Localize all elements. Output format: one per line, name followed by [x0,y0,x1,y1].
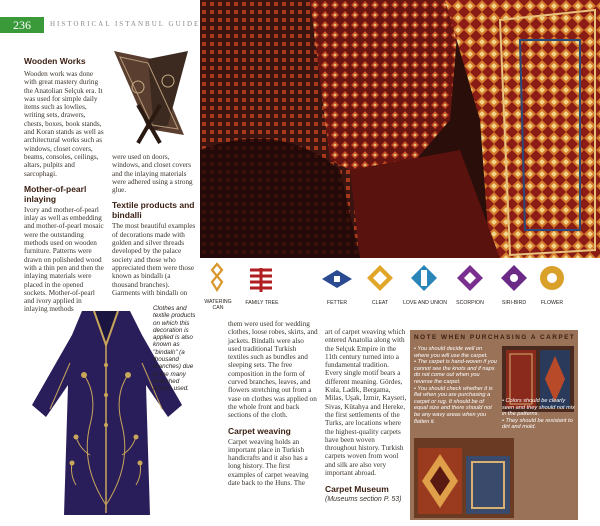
watering-can-motif-icon [206,262,228,292]
motif-label-siri-bird: SIRI-BIRD [501,300,527,306]
paragraph-mother-of-pearl-cont: were used on doors, windows, and closet covers and the inlaying materials were adhered using a strong glue. [112,153,193,195]
dress-caption: Clothes and textile products on which this decoration is applied is also known as "bindallı" (a thousand branches) due to the many branched figures used. [153,305,196,393]
paragraph-carpet-weaving-cont: art of carpet weaving which entered Anatolia along with the Selçuk Empire in the 11th century turned into a fundamental tradition. Every single motif bears a different meaning. Gördes, Kula, Ladik, Bergama, Milas, Uşak, İzmir, Kayseri, Sivas, Kütahya and Hereke, the first settlements of the Turks, are locations where the highest-quality carpets have been woven throughout history. Turkish carpets woven from wool and silk are also very important abroad. [325,328,407,478]
motif-label-watering-can: WATERING CAN [204,299,232,311]
paragraph-textile-cont: them were used for wedding clothes, loose robes, skirts, and jackets. Bindallı were also used traditional Turkish textiles such as bundles and sleeping sets. The free composition in the form of curved branches, leaves, and flowers stretching out from a vase on clothes was applied on the whole front and back sections of the cloth. [228,320,318,420]
column-1 [24,56,104,314]
paragraph-mother-of-pearl: Ivory and mother-of-pearl inlay as well as embedding and mother-of-pearl mosaic were the outstanding methods used on wooden furniture. Patterns were drawn on polisheded wood with a thin pen and then the inlaying materials were placed in the opened sockets. Mother-of-pearl and ivory applied in inlaying methods [24,205,104,314]
note-item: • Colors should be clearly seen and they should not mix in the patterns. [502,398,575,418]
siri-bird-motif-icon [500,264,528,292]
heading-wooden-works: Wooden Works [24,56,86,66]
motif-label-cleat: CLEAT [371,300,389,306]
heading-mother-of-pearl: Mother-of-pearl inlaying [24,183,87,204]
motif-label-family-tree: FAMILY TREE [245,300,279,306]
note-left-column [414,346,498,425]
note-item: • The carpet is hand-woven if you cannot see the knots and if naps do not come out when you reverse the carpet. [414,359,497,385]
note-title: NOTE WHEN PURCHASING A CARPET [414,334,576,341]
carpet-purchase-note [410,330,578,520]
note-right-column [502,398,576,431]
carpet-photo [200,0,600,258]
cleat-motif-icon [366,264,394,292]
fetter-motif-icon [320,268,354,290]
scorpion-motif-icon [456,264,484,292]
motif-label-scorpion: SCORPION [456,300,484,306]
motif-label-flower: FLOWER [540,300,564,306]
page-number: 236 [0,17,44,33]
heading-carpet-museum: Carpet Museum [325,484,389,495]
running-title: HISTORICAL ISTANBUL GUIDE [50,20,201,28]
love-and-union-motif-icon [410,264,438,292]
note-item: • They should be resistant to dirt and mold. [502,417,573,431]
paragraph-wooden-works: Wooden work was done with great mastery during the Anatolian Selçuk era. It was used for simple daily items such as lowlies, writing sets, drawers, chests, boxes, book stands, and Koran stands as well as architectural works such as windows, closet covers, beams, consoles, ceilings, altars, pulpits and sarcophagi. [24,70,104,178]
note-item: • You should check whether it is flat when you are purchasing a carpet or rug. It should be of equal size and there should not be any wavy areas when you flatten it. [414,385,493,425]
column-2 [112,153,196,297]
koran-stand-photo [108,45,194,145]
column-4 [325,328,407,505]
heading-textile-products: Textile products and bindalli [112,200,195,221]
flower-motif-icon [538,264,566,292]
paragraph-carpet-weaving: Carpet weaving holds an important place in Turkish handicrafts and it also has a long history. The first examples of carpet weaving date back to the Huns. The [228,437,309,488]
note-item: • You should decide well on where you will use the carpet. [414,346,488,359]
museum-reference: (Museums section P. 53) [325,496,402,504]
motif-label-love-and-union: LOVE AND UNION [402,300,448,306]
paragraph-textile-products: The most beautiful examples of decorations made with golden and silver threads developed by the palace society and those who appreciated them were those known as bindallı (a thousand branches). Garments with bindallı on [112,222,196,297]
family-tree-motif-icon [248,266,274,292]
column-3 [228,320,318,487]
carpet-motifs [200,262,570,314]
rolled-carpets-photo [414,438,514,518]
motif-label-fetter: FETTER [326,300,348,306]
heading-carpet-weaving: Carpet weaving [228,425,291,436]
